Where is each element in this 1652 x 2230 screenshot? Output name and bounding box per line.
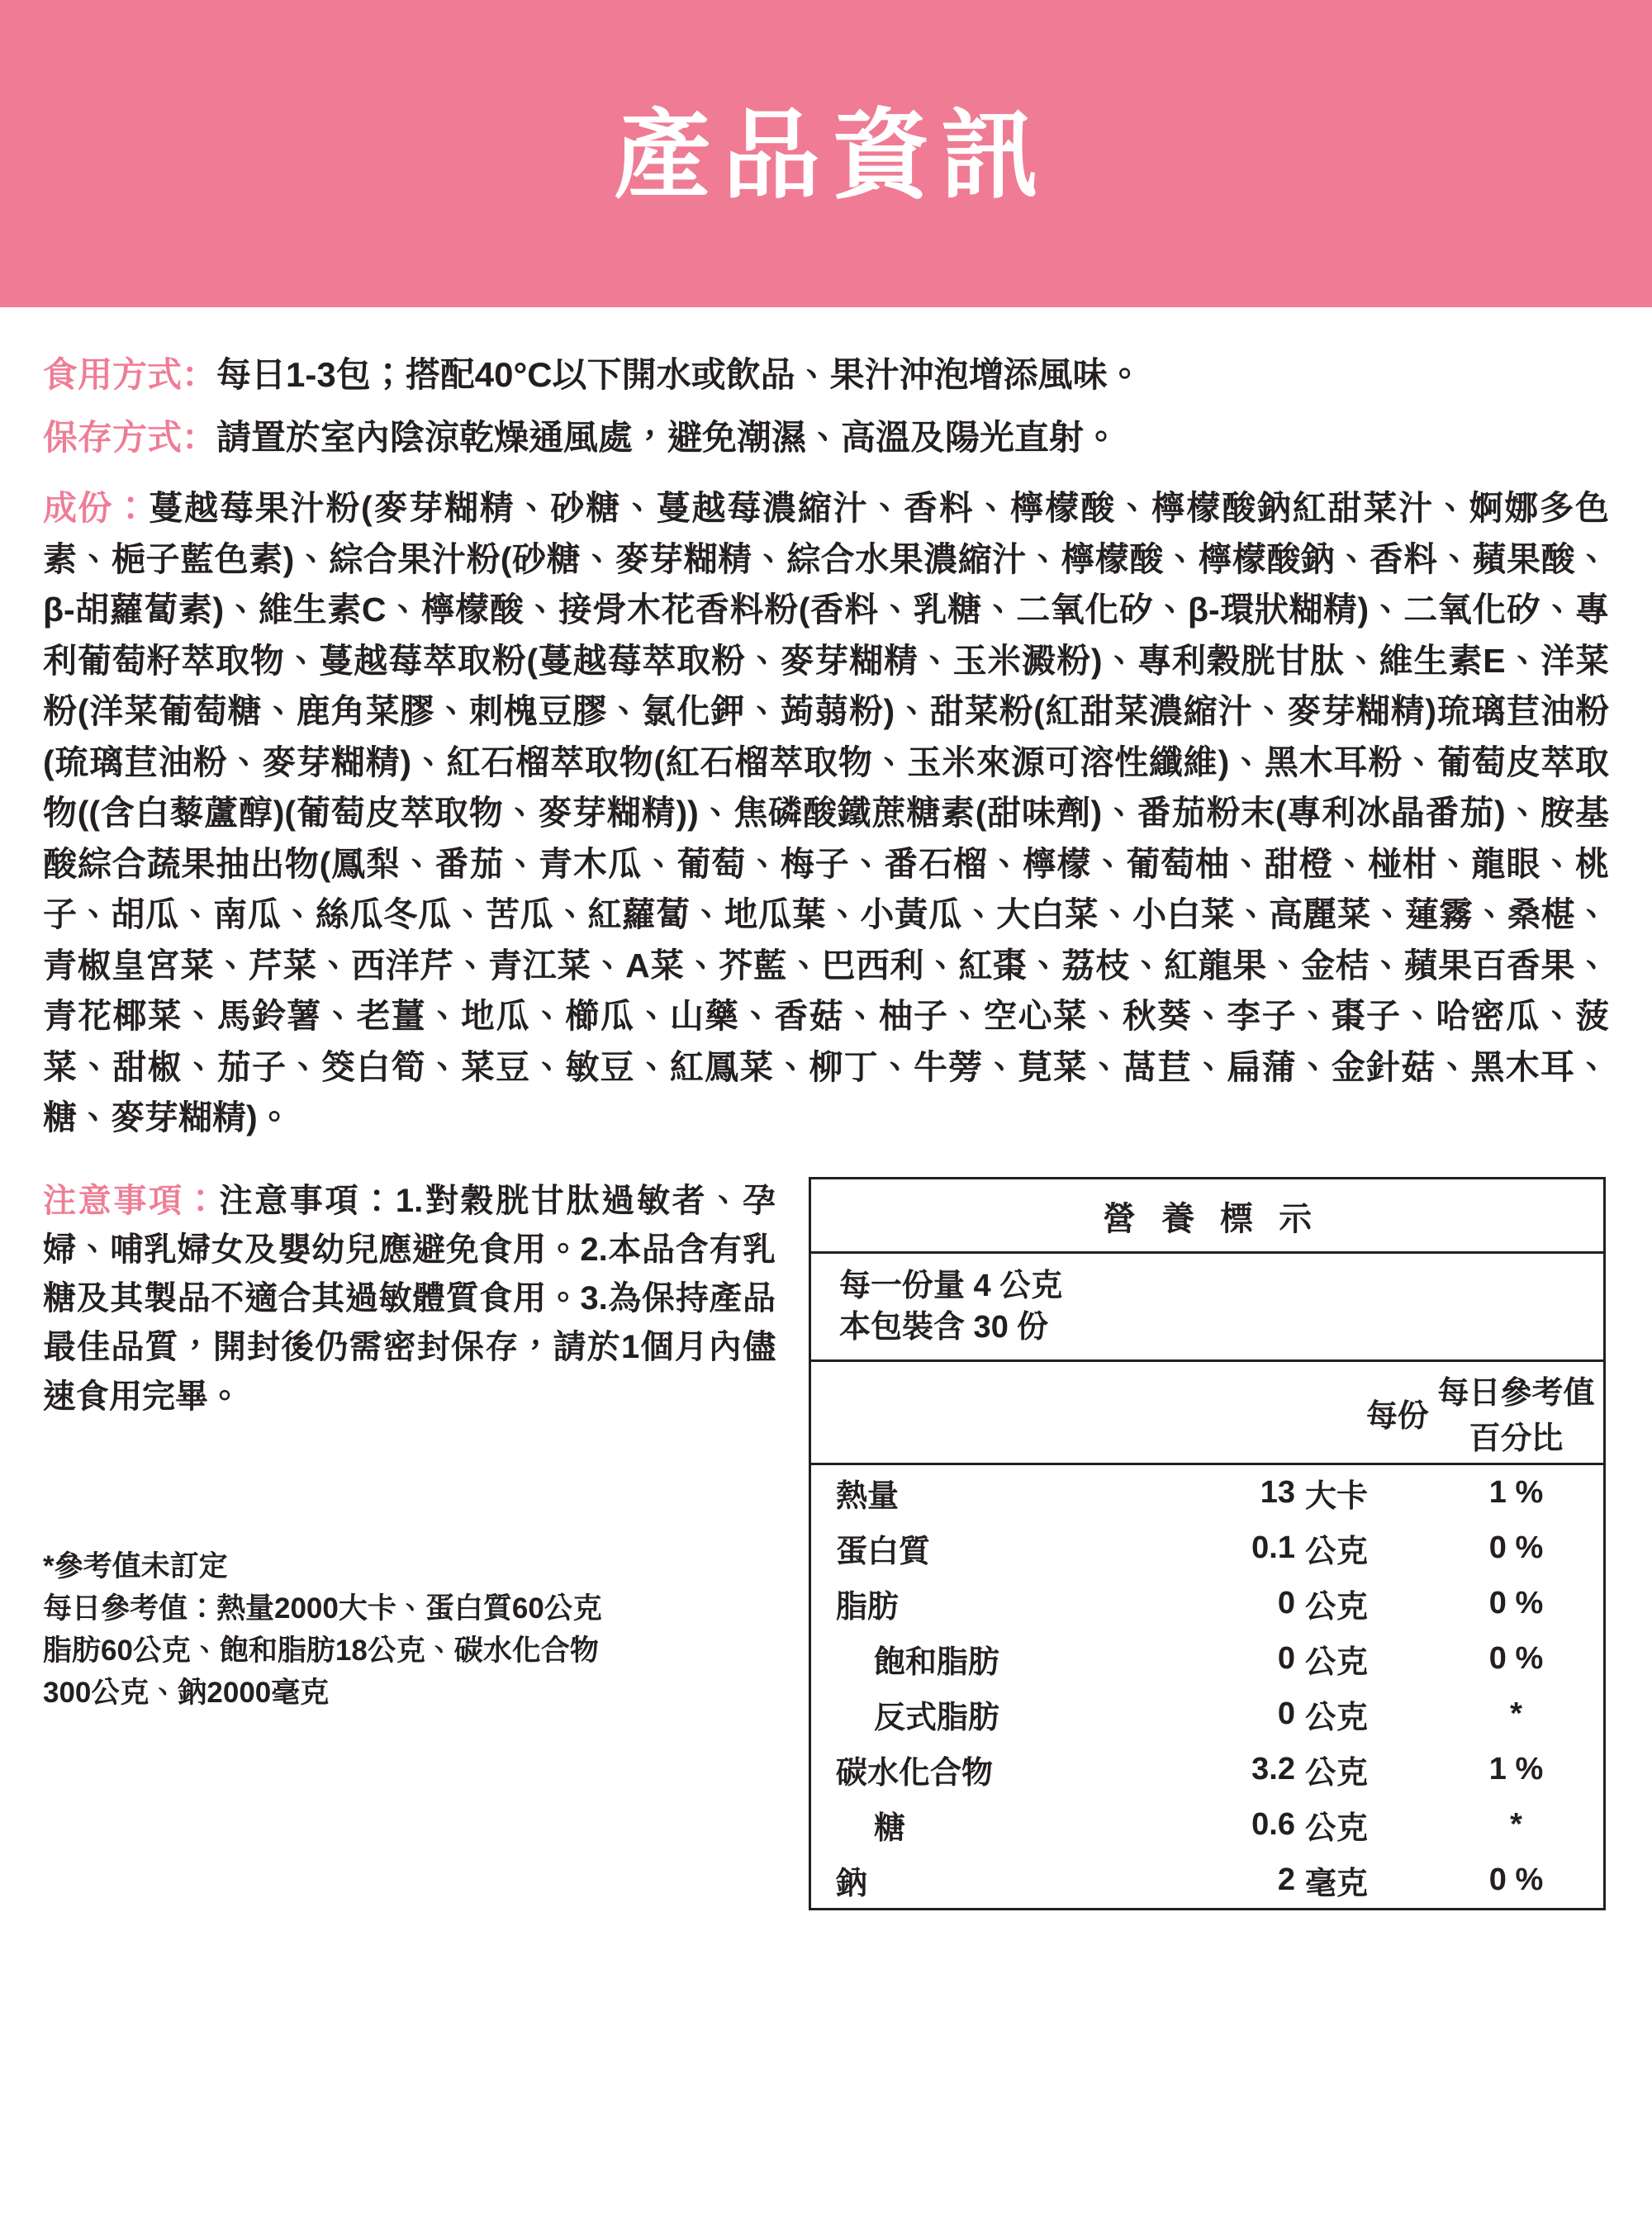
nutrition-row-unit: 公克 xyxy=(1305,1645,1369,1681)
nutrition-row-unit: 公克 xyxy=(1305,1701,1369,1736)
footnote-line-4: 300公克、鈉2000毫克 xyxy=(43,1676,330,1709)
nutrition-row-percent: * xyxy=(1510,1807,1522,1843)
nutrition-row-value: 2 xyxy=(1277,1862,1295,1898)
content-area xyxy=(0,307,1652,1910)
usage-text: 每日1-3包；搭配40°C以下開水或飲品、果汁沖泡增添風味。 xyxy=(216,355,1142,394)
nutrition-row-value: 0.6 xyxy=(1251,1807,1295,1843)
notice-label: 注意事項 xyxy=(43,1182,184,1219)
nutrition-row-percent: 1 % xyxy=(1488,1752,1544,1787)
nutrition-row-percent: 0 % xyxy=(1488,1586,1544,1621)
footnote-line-1: *參考值未訂定 xyxy=(43,1549,228,1582)
nutrition-row-name: 鈉 xyxy=(836,1867,868,1902)
nutrition-row-name: 熱量 xyxy=(836,1479,900,1515)
storage-colon: ： xyxy=(182,417,217,457)
storage-row xyxy=(43,413,1609,463)
nutrition-row xyxy=(811,1631,1603,1687)
nutrition-row-value: 0 xyxy=(1277,1641,1295,1677)
servings-per-pack: 本包裝含 30 份 xyxy=(839,1309,1049,1345)
storage-text: 請置於室內陰涼乾燥通風處，避免潮濕、高溫及陽光直射。 xyxy=(216,417,1119,457)
nutrition-row-unit: 公克 xyxy=(1305,1535,1369,1570)
nutrition-row-percent: 1 % xyxy=(1488,1475,1544,1511)
page-header-banner xyxy=(0,0,1652,307)
nutrition-row xyxy=(811,1853,1603,1908)
nutrition-facts-table xyxy=(809,1177,1606,1910)
ingredients-label: 成份 xyxy=(43,489,114,528)
notice-section xyxy=(43,1177,776,1421)
nutrition-title: 營 養 標 示 xyxy=(811,1179,1603,1254)
storage-label: 保存方式 xyxy=(43,417,183,457)
footnote-line-3: 脂肪60公克、飽和脂肪18公克、碳水化合物 xyxy=(43,1634,599,1667)
nutrition-header-row xyxy=(811,1362,1603,1464)
nutrition-row-name: 反式脂肪 xyxy=(874,1701,1000,1736)
footnotes xyxy=(43,1545,776,1714)
nutrition-row-percent: 0 % xyxy=(1488,1641,1544,1677)
ingredients-colon: ： xyxy=(113,489,150,528)
nutrition-row-unit: 大卡 xyxy=(1305,1479,1369,1515)
nutrition-row-value: 0 xyxy=(1277,1586,1295,1621)
nutrition-row-unit: 公克 xyxy=(1305,1590,1369,1625)
nutrition-row-name: 糖 xyxy=(874,1811,906,1847)
nutrition-row-value: 0.1 xyxy=(1251,1530,1295,1566)
serving-size: 每一份量 4 公克 xyxy=(839,1268,1063,1303)
nutrition-header-daily-percent: 每日參考值百分比 xyxy=(1429,1362,1603,1464)
page-title: 產品資訊 xyxy=(613,102,1050,211)
lower-section xyxy=(43,1177,1609,1910)
nutrition-row-value: 0 xyxy=(1277,1696,1295,1732)
ingredients-text: 蔓越莓果汁粉(麥芽糊精、砂糖、蔓越莓濃縮汁、香料、檸檬酸、檸檬酸鈉紅甜菜汁、婀娜多色素、梔子藍色素)、綜合果汁粉(砂糖、麥芽糊精、綜合水果濃縮汁、檸檬酸、檸檬酸鈉、香料、蘋果酸、β-胡蘿蔔素)、維生素C、檸檬酸、接骨木花香料粉(香料、乳糖、二氧化矽、β-環狀糊精)、二氧化矽、專利葡萄籽萃取物、蔓越莓萃取粉(蔓越莓萃取粉、麥芽糊精、玉米澱粉)、專利穀胱甘肽、維生素E、洋菜粉(洋菜葡萄糖、鹿角菜膠、刺槐豆膠、氯化鉀、蒟蒻粉)、甜菜粉(紅甜菜濃縮汁、麥芽糊精)琉璃苣油粉(琉璃苣油粉、麥芽糊精)、紅石榴萃取物(紅石榴萃取物、玉米來源可溶性纖維)、黑木耳粉、葡萄皮萃取物((含白藜蘆醇)(葡萄皮萃取物、麥芽糊精))、焦磷酸鐵蔗糖素(甜味劑)、番茄粉末(專利冰晶番茄)、胺基酸綜合蔬果抽出物(鳳梨、番茄、青木瓜、葡萄、梅子、番石榴、檸檬、葡萄柚、甜橙、椪柑、龍眼、桃子、胡瓜、南瓜、絲瓜冬瓜、苦瓜、紅蘿蔔、地瓜葉、小黃瓜、大白菜、小白菜、高麗菜、蓮霧、桑椹、青椒皇宮菜、芹菜、西洋芹、青江菜、A菜、芥藍、巴西利、紅棗、荔枝、紅龍果、金桔、蘋果百香果、青花椰菜、馬鈴薯、老薑、地瓜、櫛瓜、山藥、香菇、柚子、空心菜、秋葵、李子、棗子、哈密瓜、菠菜、甜椒、茄子、筊白筍、菜豆、敏豆、紅鳳菜、柳丁、牛蒡、莧菜、萵苣、扁蒲、金針菇、黑木耳、糖、麥芽糊精)。 xyxy=(43,489,1609,1137)
nutrition-header-per-serving: 每份 xyxy=(1171,1362,1429,1464)
nutrition-row-name: 脂肪 xyxy=(836,1590,900,1625)
nutrition-values-table xyxy=(811,1362,1603,1908)
nutrition-row xyxy=(811,1576,1603,1631)
notice-text: 注意事項：1.對穀胱甘肽過敏者、孕婦、哺乳婦女及嬰幼兒應避免食用。2.本品含有乳糖及其製品不適合其過敏體質食用。3.為保持產品最佳品質，開封後仍需密封保存，請於1個月內儘速食用完畢。 xyxy=(43,1182,776,1415)
nutrition-row xyxy=(811,1464,1603,1521)
nutrition-column xyxy=(790,1177,1609,1910)
usage-colon: ： xyxy=(182,355,217,394)
nutrition-row-percent: * xyxy=(1510,1696,1522,1732)
nutrition-row xyxy=(811,1521,1603,1576)
ingredients-section xyxy=(43,483,1609,1144)
nutrition-row-name: 碳水化合物 xyxy=(836,1756,994,1791)
footnote-line-2: 每日參考值：熱量2000大卡、蛋白質60公克 xyxy=(43,1592,602,1625)
notice-colon: ： xyxy=(183,1182,220,1219)
notice-column xyxy=(43,1177,790,1714)
nutrition-row-unit: 毫克 xyxy=(1305,1867,1369,1902)
nutrition-serving-block xyxy=(811,1254,1603,1362)
nutrition-row-percent: 0 % xyxy=(1488,1862,1544,1898)
nutrition-row xyxy=(811,1687,1603,1742)
nutrition-row-value: 3.2 xyxy=(1251,1752,1295,1787)
nutrition-row-value: 13 xyxy=(1260,1475,1295,1511)
nutrition-row xyxy=(811,1797,1603,1853)
nutrition-row-percent: 0 % xyxy=(1488,1530,1544,1566)
usage-label: 食用方式 xyxy=(43,355,183,394)
usage-row xyxy=(43,350,1609,400)
nutrition-row-unit: 公克 xyxy=(1305,1756,1369,1791)
nutrition-row-unit: 公克 xyxy=(1305,1811,1369,1847)
nutrition-header-blank xyxy=(811,1362,1171,1464)
nutrition-row-name: 飽和脂肪 xyxy=(874,1645,1000,1681)
nutrition-row-name: 蛋白質 xyxy=(836,1535,931,1570)
nutrition-row xyxy=(811,1742,1603,1797)
